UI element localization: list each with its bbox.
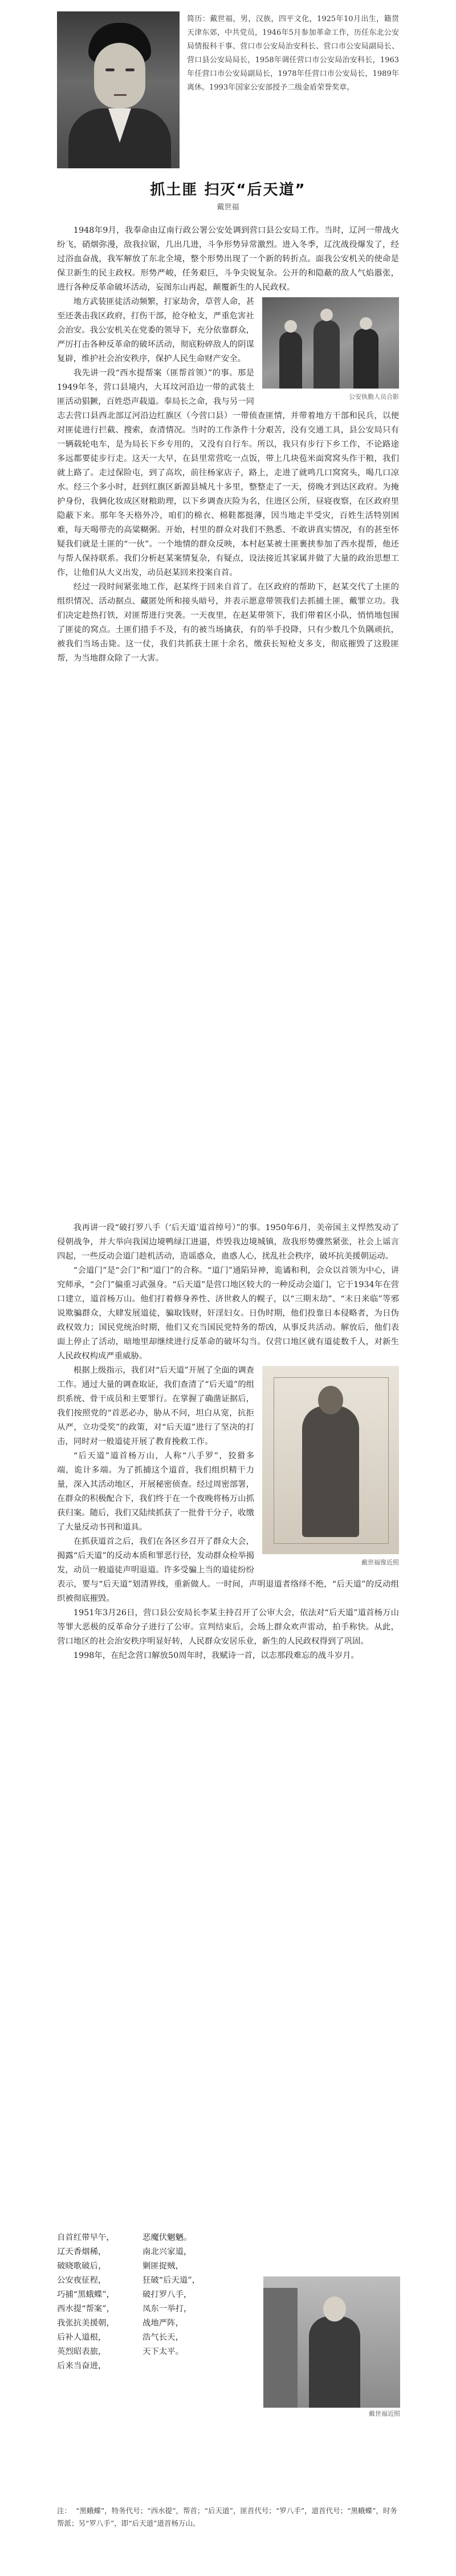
poem-line: 恶魔伏魍魉。 [142, 2233, 192, 2242]
footnote-text: “黑蛾蝶”，特务代号；“西水提”，帮首；“后天道”，匪首代号；“罗八手”，道首代号；“黑蛾蝶”，时务帮派；另“罗八手”，即“后天道”道首杨万山。 [57, 2506, 397, 2528]
paragraph: “后天道”道首杨万山，人称“八手罗”，狡猾多端，诡计多端。为了抓捕这个道首，我们组织精干力量，深入其活动地区，开展秘密侦查。经过周密部署，在群众的积极配合下，我们终于在一个夜晚将杨万山抓获归案。随后，我们又陆续抓获了一批骨干分子，收缴了大量反动书刊和道具。 [57, 1451, 254, 1532]
recent-photo-caption: 戴世福近照 [369, 2410, 400, 2417]
recent-photo-block [263, 2276, 400, 2419]
paragraph: 在抓获道首之后，我们在各区乡召开了群众大会，揭露“后天道”的反动本质和罪恶行径，发动群众检举揭发，动员一般道徒声明退道。许多受骗上当的道徒纷纷表示，要与“后天道”划清界线，重新做人。一时间，声明退道者络绎不绝，“后天道”的反动组织被彻底摧毁。 [57, 1537, 399, 1603]
paragraph: 我再讲一段“破打罗八手（‘后天道’道首绰号）”的事。1950年6月，美帝国主义悍然发动了侵朝战争，并大举向我国边境鸭绿江进逼，炸毁我边境城镇，敌我形势骤然紧张，社会上谣言四起，一些反动会道门趁机活动，造谣惑众，蛊惑人心，扰乱社会秩序，破坏抗美援朝运动。 [57, 1223, 399, 1261]
photo-block-2 [262, 1366, 399, 1570]
paragraph: 1951年3月26日，营口县公安局长李某主持召开了公审大会，依法对“后天道”道首杨万山等罪大恶极的反革命分子进行了公审。宣判结束后，会场上群众欢声雷动，拍手称快。从此，营口地区的社会治安秩序明显好转，人民群众安居乐业，新生的人民政权得到了巩固。 [57, 1608, 399, 1646]
article-author: 戴世福 [217, 203, 239, 212]
painting-caption: 戴世福像近照 [361, 1559, 399, 1566]
poem-line: 狂破“后天道”， [142, 2276, 201, 2285]
paragraph: 根据上级指示，我们对“后天道”开展了全面的调查工作。通过大量的调查取证，我们查清了“后天道”的组织系统、骨干成员和主要罪行。在掌握了确凿证据后，我们按照党的“首恶必办，胁从不问，坦白从宽，抗拒从严，立功受奖”的政策，对“后天道”进行了坚决的打击，同时对一般道徒开展了教育挽救工作。 [57, 1366, 254, 1446]
poem-line: 公安夜征程， [57, 2276, 107, 2285]
paragraph: 1948年9月，我奉命由辽南行政公署公安处调到营口县公安局工作。当时，辽河一带战火纷飞，硝烟弥漫，敌我拉锯，几出几进，斗争形势异常激烈。进入冬季，辽沈战役爆发了，经过浴血奋战，我军解放了东北全境，整个形势出现了一个新的转折点。面我公安机关的使命是保卫新生的民主政权。形势严峻，任务艰巨，斗争尖锐复杂。公开的和隐蔽的敌人气焰嚣张，进行各种反革命破坏活动，妄图东山再起，颠覆新生的人民政权。 [57, 226, 399, 292]
footnote-label: 注： [57, 2506, 72, 2515]
author-portrait [57, 11, 180, 168]
paragraph: 经过一段时间紧张地工作，赵某终于回来自首了。在区政府的帮助下，赵某交代了土匪的组织情况、活动据点、藏匿处所和接头暗号，并表示愿意带领我们去抓捕土匪，戴罪立功。我们决定趁热打铁，对匪帮进行突袭。一天夜里，在赵某带领下，我们带着区小队，悄悄地包围了匪徒的窝点。土匪们措手不及，有的被当场擒获，有的举手投降，只有少数几个负隅顽抗，被我们当场击毙。这一仗，我们共抓获土匪十余名，缴获长短枪支多支，彻底摧毁了这股匪帮，为当地群众除了一大害。 [57, 583, 399, 663]
article-title: 抓土匪 扫灭“后天道” [150, 181, 306, 199]
portrait-painting [262, 1366, 399, 1554]
photo-block-1 [262, 297, 399, 404]
poem-line: 南北兴家道， [142, 2247, 192, 2256]
paragraph: 地方武装匪徒活动频繁，打家劫舍，草菅人命，甚至还袭击我区政府，打伤干部，抢夺枪支，严重危害社会治安。我公安机关在党委的领导下，充分依靠群众，严厉打击各种反革命的破坏活动，彻底粉碎敌人的阴谋复辟，维护社会治安秩序，保护人民生命财产安全。 [57, 297, 254, 363]
author-bio: 简历：戴世福，男，汉族，四平文化，1925年10月出生，籍贯天津东郊，中共党员，1946年5月参加革命工作，历任东北公安局情报科干事、营口市公安局治安科长、营口市公安局副局长、营口县公安局局长，1958年调任营口市公安局治安科长，1963年任营口市公安局副局长，1978年任营口市公安局长，1989年离休。1993年国家公安部授予二级金盾荣誉奖章。 [187, 15, 399, 92]
article-body-section-1 [57, 224, 399, 666]
poem-line: 辽天香烟稀， [57, 2247, 107, 2256]
poem-line: 巧捕“黑蛾蝶”， [57, 2290, 115, 2299]
paragraph: “会道门”是“会门”和“道门”的合称。“道门”通陷异神，诡谲和利，会众以首领为中心，讲究师承，“会门”偏重习武强身。“后天道”是营口地区较大的一种反动会道门，它于1934年在营口建立，道首杨万山。他们打着修身养性、济世救人的幌子，以“三期末劫”、“末日来临”等邪说欺骗群众，大肆发展道徒，骗取钱财，奸淫妇女。日伪时期，他们投靠日本侵略者，为日伪政权效力；国民党统治时期，他们又充当国民党特务的帮凶，从事反共活动。解放后，他们表面上停止了活动，暗地里却继续进行反革命的破坏勾当。仅营口地区就有道徒数千人，对新生人民政权构成严重威胁。 [57, 1266, 399, 1361]
poem-line: 破打罗八手， [142, 2290, 192, 2299]
paragraph: 我先讲一段“西水提帮案（匪帮首领）”的事。那是1949年冬，营口县境内，大耳坟河沿边一带的武装土匪活动猖獗，百姓恐声载道。奉局长之命，我与另一同志去营口县西北部辽河沿边红旗区（今营口县）一带侦查匪情，并带着地方干部和民兵，以便对匪徒进行拦截、搜索，查清情况。当时的工作条件十分艰苦，没有交通工具，县公安局只有一辆载轮电车，是为局长下乡专用的，又没有自行车。所以，我只有步行下乡工作，不论路途多远都要徒步行走。这天一大早，在县里常营吃一点饭，带上几块苞米面窝窝头作干粮，我们就上路了。走过保险屯，到了高坎，前往杨家店子，路上，走进了就鸣几口窝窝头，喝几口凉水。经三个多小时，赶到红旗区新源县城凡十多里，整整走了一天，傍晚才到达区政府。为掩护身份，我俩化妆成区财粮助理，以下乡调查庆险为名，住进区公所，昼寝夜察，在区政府里隐蔽下来。那年冬天格外冷，咱们的棉衣、棉鞋都挺薄，因当地走半受灾，百姓生活特别困难，每天喝带壳的高粱糊粥。开始，村里的群众对我们不熟悉、不敢讲真实情况，有的甚至怀疑我们就是土匪的“一伙”。一个地情的群众反映，本村赵某被土匪裹挟参加了西水提帮，他还与帮人保持联系。我们分析赵某案情复杂，有疑点，设法接近其家属并做了大量的政治思想工作，让他们从大义出发，动员赵某回来投案自首。 [57, 369, 399, 577]
poem-line: 凤东一举打， [142, 2304, 192, 2314]
poem-line: 战地严阵， [142, 2319, 184, 2328]
group-photo [262, 297, 399, 389]
poem-line: 浩气长天， [142, 2333, 184, 2342]
poem-line: 我张抗美援朝， [57, 2319, 115, 2328]
article-body-section-2 [57, 1221, 399, 1663]
header [57, 11, 399, 168]
poem-line: 破晓歌破后， [57, 2262, 107, 2271]
poem-line: 西水提“帮案”， [57, 2304, 115, 2314]
footnote [57, 2505, 399, 2530]
poem-line: 剿匪捉贼， [142, 2262, 184, 2271]
photo-caption: 公安执勤人员合影 [349, 393, 399, 401]
poem-line: 天下太平。 [142, 2347, 184, 2356]
poem-line: 后补人道根， [57, 2333, 107, 2342]
poem-line: 自首红带早午， [57, 2233, 115, 2242]
paragraph: 1998年，在纪念营口解放50周年时，我赋诗一首，以志那段难忘的战斗岁月。 [73, 1651, 359, 1660]
poem-line: 后来当奋进， [57, 2361, 107, 2371]
poem-line: 英烈昭表旅， [57, 2347, 107, 2356]
recent-photo [263, 2276, 400, 2408]
